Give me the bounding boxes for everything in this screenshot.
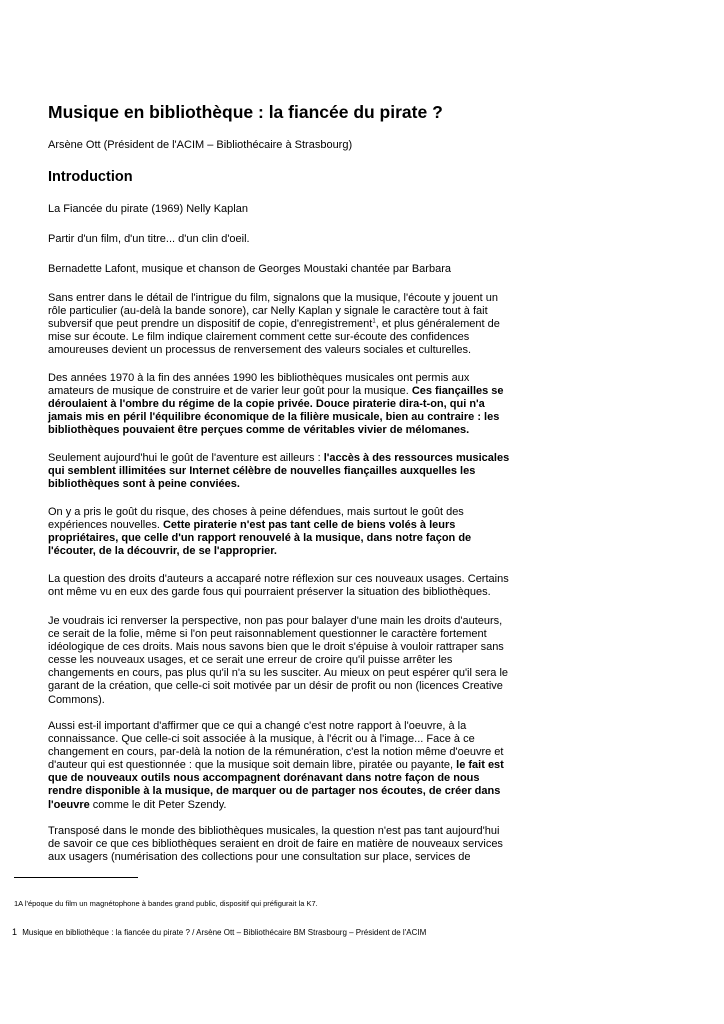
paragraph-cast: Bernadette Lafont, musique et chanson de Georges Moustaki chantée par Barbara	[48, 263, 451, 275]
section-heading: Introduction	[48, 169, 133, 185]
document-title: Musique en bibliothèque : la fiancée du pirate ?	[48, 102, 443, 122]
paragraph-oeuvre: Aussi est-il important d'affirmer que ce qui a changé c'est notre rapport à l'oeuvre, à la connaissance. Que celle-ci soit associée à la musique, à l'écrit ou à l'image... Face à ce changement en cours, par-delà la notion de la rémunération, c'est la notion même d'oeuvre et d'auteur qui est questionnée : que la musique soit demain libre, piratée ou payante, le fait est que de nouveaux outils nous accompagnent dorénavant dans notre façon de nous rendre disponible à la musique, de marquer ou de partager nos écoutes, de créer dans l'oeuvre comme le dit Peter Szendy.	[48, 720, 504, 811]
paragraph-internet: Seulement aujourd'hui le goût de l'aventure est ailleurs : l'accès à des ressources musicales qui semblent illimitées sur Internet célèbre de nouvelles fiançailles auxquelles les bibliothèques sont à peine conviées.	[48, 452, 510, 491]
footnote-ref[interactable]: 1	[372, 318, 376, 325]
paragraph-rights: La question des droits d'auteurs a accaparé notre réflexion sur ces nouveaux usages. Certains ont même vu en eux des garde fous qui pourraient préserver la situation des bibliothèques.	[48, 573, 509, 599]
footnote: 1A l'époque du film un magnétophone à bandes grand public, dispositif qui préfigurait la K7.	[14, 899, 318, 908]
author-line: Arsène Ott (Président de l'ACIM – Bibliothécaire à Strasbourg)	[48, 139, 353, 151]
paragraph-film-title: La Fiancée du pirate (1969) Nelly Kaplan	[48, 203, 248, 215]
footer-text: Musique en bibliothèque : la fiancée du pirate ? / Arsène Ott – Bibliothécaire BM Strasbourg – Président de l'ACIM	[22, 928, 427, 937]
footnote-divider	[14, 877, 138, 878]
paragraph-piracy: On y a pris le goût du risque, des choses à peine défendues, mais surtout le goût des expériences nouvelles. Cette piraterie n'est pas tant celle de biens volés à leurs propriétaires, que celle d'un rapport renouvelé à la musique, dans notre façon de l'écouter, de la découvrir, de se l'approprier.	[48, 506, 472, 558]
paragraph-perspective: Je voudrais ici renverser la perspective, non pas pour balayer d'une main les droits d'auteurs, ce serait de la folie, même si l'on peut raisonnablement questionner le caractère fortement idéologique de ces droits. Mais nous savons bien que le droit s'épuise à vouloir rattraper sans cesse les nouveaux usages, et ce serait une erreur de croire qu'il puisse arrêter les changements en cours, pas plus qu'il n'a su les susciter. Au mieux on peut espérer qu'il sera le garant de la création, que celle-ci soit motivée par un désir de profit ou non (licences Creative Commons).	[48, 615, 509, 706]
page-footer	[12, 927, 426, 937]
paragraph-intro: Partir d'un film, d'un titre... d'un clin d'oeil.	[48, 233, 250, 245]
paragraph-film-context: Sans entrer dans le détail de l'intrigue du film, signalons que la musique, l'écoute y jouent un rôle particulier (au-delà la bande sonore), car Nelly Kaplan y signale le caractère tout à fait subversif que peut prendre un dispositif de copie, d'enregistrement$^1$, et plus généralement de mise sur écoute. Le film indique clairement comment cette sur-écoute des confidences amoureuses devient un processus de renversement des valeurs sociales et culturelles.	[48, 292, 500, 357]
page-number: 1	[12, 927, 18, 937]
paragraph-history: Des années 1970 à la fin des années 1990 les bibliothèques musicales ont permis aux amateurs de musique de construire et de varier leur goût pour la musique. Ces fiançailles se déroulaient à l'ombre du régime de la copie privée. Douce piraterie dira-t-on, qui n'a jamais mis en péril l'équilibre économique de la filière musicale, bien au contraire : les bibliothèques pouvaient être perçues comme de véritables vivier de mélomanes.	[48, 372, 504, 437]
paragraph-libraries: Transposé dans le monde des bibliothèques musicales, la question n'est pas tant aujourd'hui de savoir ce que ces bibliothèques seraient en droit de faire en matière de nouveaux services aux usagers (numérisation des collections pour une consultation sur place, services de	[48, 825, 503, 864]
